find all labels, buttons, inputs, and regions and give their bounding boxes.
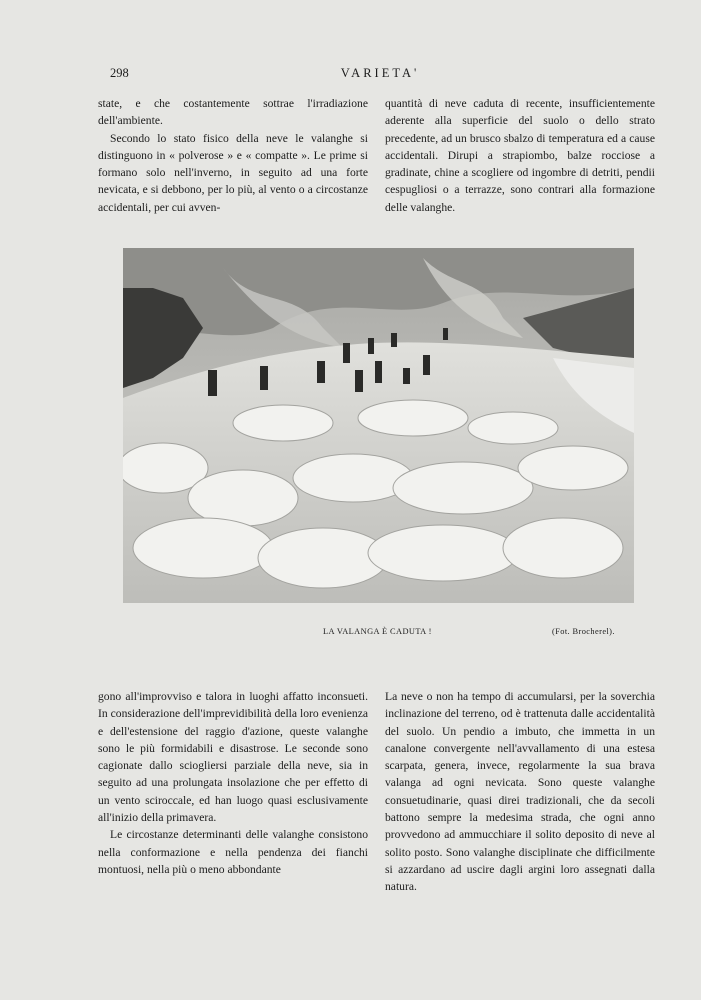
running-title: VARIETA' bbox=[340, 66, 420, 80]
text-column-top-right bbox=[385, 95, 655, 216]
page-number: 298 bbox=[110, 66, 129, 80]
paragraph: quantità di neve caduta di recente, insufficientemente aderente alla superficie del suolo o dello strato precedente, ad un brusco sbalzo di temperatura ed a cause accidentali. Dirupi a strapiombo, balze rocciose a gradinate, chine a scogliere od ingombre di detriti, pendii cespugliosi o a terrazze, sono contrari alla formazione delle valanghe. bbox=[385, 97, 655, 214]
text-column-bottom-right bbox=[385, 688, 655, 896]
text-column-bottom-left bbox=[98, 688, 368, 878]
paragraph: Secondo lo stato fisico della neve le valanghe si distinguono in « polverose » e « compatte ». Le prime si formano solo nell'inverno, in seguito ad una forte nevicata, e si debbono, per lo più, al vento o a circostanze accidentali, per cui avven- bbox=[98, 131, 368, 214]
paragraph: state, e che costantemente sottrae l'irradiazione dell'ambiente. bbox=[98, 97, 368, 128]
paragraph: gono all'improvviso e talora in luoghi affatto inconsueti. In considerazione dell'imprevidibilità della loro evenienza e dell'estensione del raggio d'azione, queste valanghe sono le più formidabili e disastrose. Le seconde sono cagionate dallo sciogliersi parziale della neve, sia in seguito ad una prolungata insolazione che per effetto di un vento sciroccale, ed han luogo quasi esclusivamente all'inizio della primavera. bbox=[98, 690, 368, 825]
paragraph: La neve o non ha tempo di accumularsi, per la soverchia inclinazione del terreno, od è trattenuta dalle accidentalità del suolo. Un pendio a imbuto, che immetta in un canalone convergente nell'avvallamento di una estesa scarpata, genera, invece, regolarmente la sua brava valanga ad ogni nevicata. Sono queste valanghe consuetudinarie, quasi direi tradizionali, che da secoli battono sempre la medesima strada, che ogni anno provvedono ad ammucchiare il solito deposito di neve al solito posto. Sono valanghe disciplinate che difficilmente si azzardano ad uscire dagli argini loro assegnati dalla natura. bbox=[385, 690, 655, 894]
avalanche-photograph bbox=[123, 248, 634, 603]
text-column-top-left bbox=[98, 95, 368, 216]
paragraph: Le circostanze determinanti delle valanghe consistono nella conformazione e nella pendenza dei fianchi montuosi, nella più o meno abbondante bbox=[98, 828, 368, 876]
figure-caption: LA VALANGA È CADUTA ! bbox=[323, 627, 432, 636]
avalanche-photo-illustration bbox=[123, 248, 634, 603]
photo-credit: (Fot. Brocherel). bbox=[552, 627, 615, 636]
